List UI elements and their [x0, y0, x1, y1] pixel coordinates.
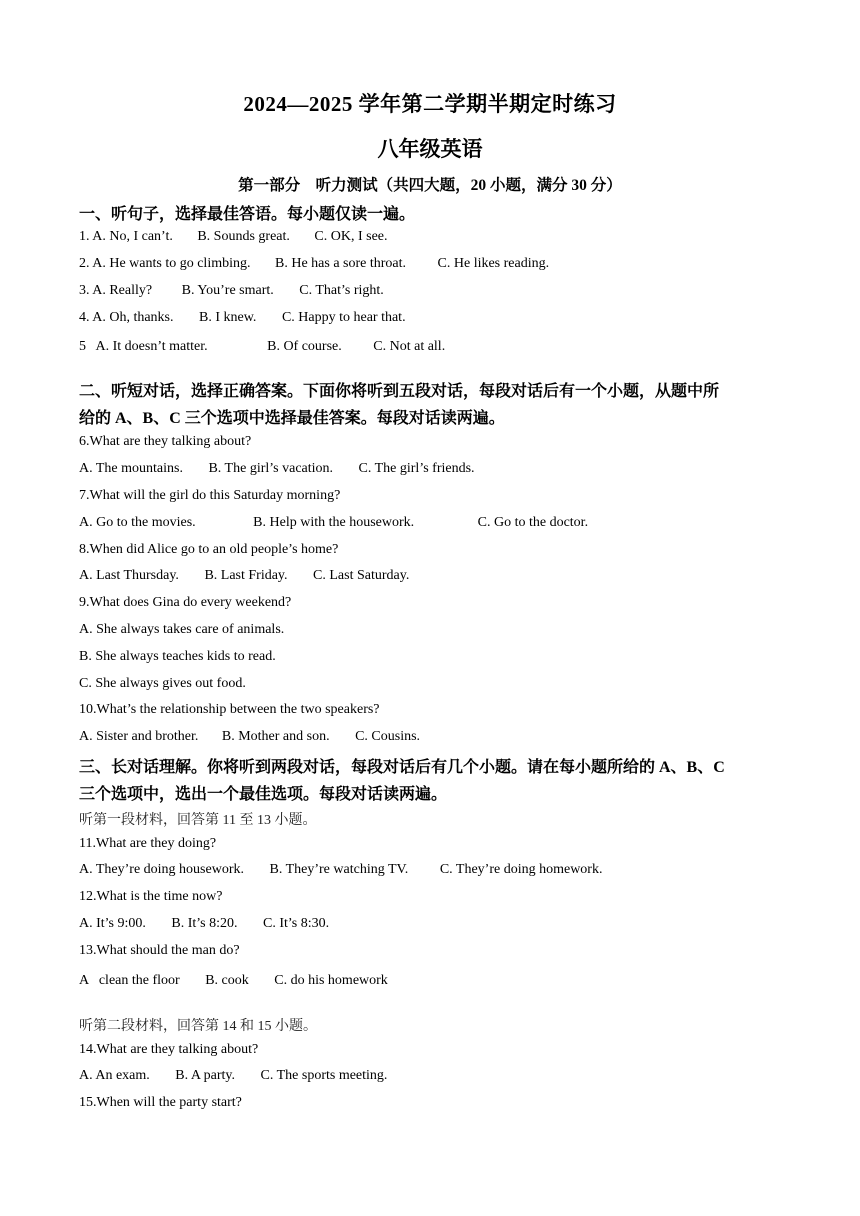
option-b: B. Sounds great.	[197, 229, 290, 244]
question-13-text: 13.What should the man do?	[79, 943, 240, 958]
option-c: C. Happy to hear that.	[281, 310, 406, 325]
question-7-options	[79, 515, 588, 531]
option-b: B. A party.	[175, 1068, 236, 1083]
material-2-note: 听第二段材料，回答第 14 和 15 小题。	[79, 1019, 317, 1034]
option-c: C. Last Saturday.	[313, 568, 410, 583]
option-a: A. They’re doing housework.	[79, 862, 244, 877]
question-5	[79, 339, 445, 355]
option-a: A. The mountains.	[79, 461, 183, 476]
option-c: C. That’s right.	[299, 283, 384, 298]
question-10-options	[79, 729, 420, 745]
question-12-options	[79, 916, 329, 932]
question-13-options	[79, 973, 388, 989]
question-7-text: 7.What will the girl do this Saturday morning?	[79, 488, 341, 503]
option-b: B. Help with the housework.	[253, 515, 415, 530]
option-a: A. Go to the movies.	[79, 515, 196, 530]
question-number: 4.	[79, 310, 90, 325]
option-a: A. Sister and brother.	[79, 729, 199, 744]
question-10-text: 10.What’s the relationship between the two speakers?	[79, 702, 380, 717]
option-c: C. They’re doing homework.	[439, 862, 603, 877]
option-c: C. The girl’s friends.	[358, 461, 475, 476]
question-9-option-b: B. She always teaches kids to read.	[79, 649, 276, 664]
question-6-text: 6.What are they talking about?	[79, 434, 252, 449]
option-b: B. Last Friday.	[204, 568, 288, 583]
option-b: B. The girl’s vacation.	[208, 461, 334, 476]
option-c: C. It’s 8:30.	[263, 916, 330, 931]
question-11-options	[79, 862, 602, 878]
option-c: C. OK, I see.	[314, 229, 388, 244]
question-6-options	[79, 461, 475, 477]
question-number: 5	[79, 339, 86, 354]
question-12-text: 12.What is the time now?	[79, 889, 223, 904]
option-c: C. He likes reading.	[437, 256, 550, 271]
question-number: 1.	[79, 229, 90, 244]
option-b: B. You’re smart.	[181, 283, 274, 298]
option-c: C. Go to the doctor.	[477, 515, 589, 530]
question-1	[79, 229, 388, 245]
option-b: B. I knew.	[199, 310, 257, 325]
exam-subject: 八年级英语	[377, 137, 483, 161]
question-4	[79, 310, 406, 326]
question-11-text: 11.What are they doing?	[79, 836, 217, 851]
question-14-text: 14.What are they talking about?	[79, 1042, 259, 1057]
part-heading: 第一部分 听力测试（共四大题，20 小题，满分 30 分）	[238, 177, 622, 194]
question-2	[79, 256, 549, 272]
option-b: B. They’re watching TV.	[269, 862, 409, 877]
option-a: A. Really?	[92, 283, 153, 298]
section2-heading-line2: 给的 A、B、C 三个选项中选择最佳答案。每段对话读两遍。	[79, 410, 505, 427]
option-a: A. Oh, thanks.	[92, 310, 174, 325]
question-8-text: 8.When did Alice go to an old people’s home?	[79, 542, 339, 557]
option-a: A. It’s 9:00.	[79, 916, 146, 931]
option-a: A. An exam.	[79, 1068, 150, 1083]
section1-heading: 一、听句子，选择最佳答语。每小题仅读一遍。	[79, 206, 416, 223]
option-c: C. Cousins.	[355, 729, 421, 744]
question-9-text: 9.What does Gina do every weekend?	[79, 595, 292, 610]
option-c: C. The sports meeting.	[260, 1068, 388, 1083]
section3-heading-line1: 三、长对话理解。你将听到两段对话，每段对话后有几个小题。请在每小题所给的 A、B、C	[79, 759, 725, 776]
question-9-option-c: C. She always gives out food.	[79, 676, 246, 691]
option-a: A. Last Thursday.	[79, 568, 179, 583]
question-3	[79, 283, 384, 299]
option-a: A. It doesn’t matter.	[95, 339, 208, 354]
question-14-options	[79, 1068, 387, 1084]
option-b: B. cook	[205, 973, 249, 988]
exam-title: 2024—2025 学年第二学期半期定时练习	[243, 92, 617, 116]
section3-heading-line2: 三个选项中，选出一个最佳选项。每段对话读两遍。	[79, 786, 448, 803]
option-a: A. No, I can’t.	[92, 229, 173, 244]
question-number: 3.	[79, 283, 90, 298]
option-b: B. Of course.	[267, 339, 342, 354]
option-b: B. He has a sore throat.	[275, 256, 407, 271]
option-b: B. Mother and son.	[221, 729, 330, 744]
question-8-options	[79, 568, 409, 584]
option-a: A clean the floor	[79, 973, 180, 988]
question-number: 2.	[79, 256, 90, 271]
option-a: A. He wants to go climbing.	[92, 256, 251, 271]
material-1-note: 听第一段材料，回答第 11 至 13 小题。	[79, 813, 317, 828]
question-15-text: 15.When will the party start?	[79, 1095, 242, 1110]
section2-heading-line1: 二、听短对话，选择正确答案。下面你将听到五段对话，每段对话后有一个小题，从题中所	[79, 383, 720, 400]
option-c: C. Not at all.	[373, 339, 446, 354]
option-b: B. It’s 8:20.	[171, 916, 238, 931]
question-9-option-a: A. She always takes care of animals.	[79, 622, 285, 637]
option-c: C. do his homework	[274, 973, 388, 988]
